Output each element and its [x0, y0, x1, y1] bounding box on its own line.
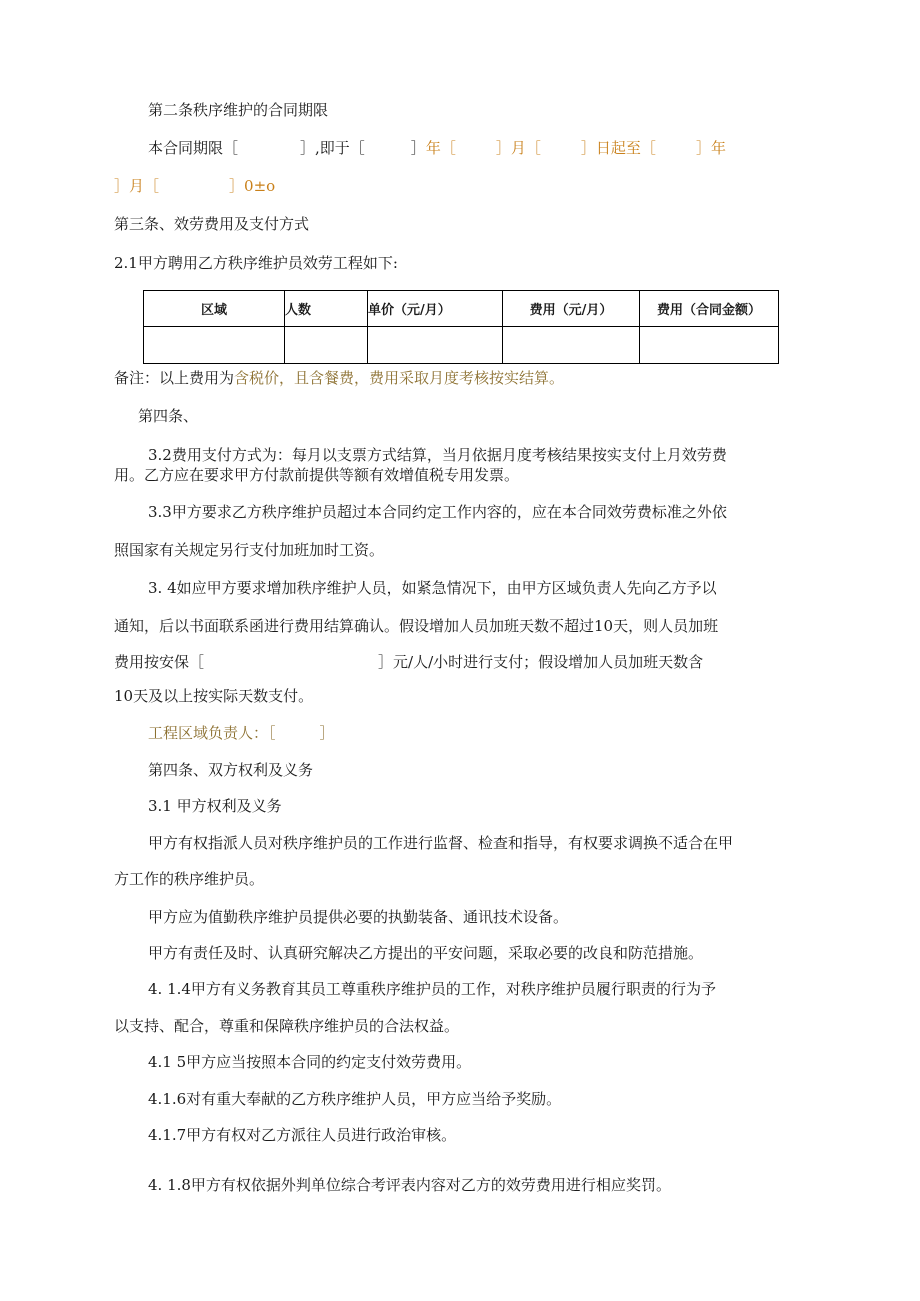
project-contact: 工程区域负责人：［ ］: [148, 724, 335, 742]
fee-note: 备注：以上费用为含税价，且含餐费，费用采取月度考核按实结算。: [114, 369, 565, 387]
clause-4-1-7: 4.1.7甲方有权对乙方派往人员进行政治审核。: [148, 1126, 457, 1144]
clause-3-4-line1: 3. 4如应甲方要求增加秩序维护人员，如紧急情况下，由甲方区域负责人先向乙方予以: [148, 579, 717, 597]
article3-intro: 2.1甲方聘用乙方秩序维护员效劳工程如下:: [114, 254, 398, 272]
term-since: ］,即于［: [300, 139, 365, 157]
article2-title: 第二条秩序维护的合同期限: [148, 101, 329, 119]
header-region: 区域: [144, 291, 285, 327]
clause-4-1-4-line2: 以支持、配合，尊重和保障秩序维护员的合法权益。: [114, 1017, 460, 1035]
month-label-2: 月: [129, 177, 145, 195]
clause-3-3-line1: 3.3甲方要求乙方秩序维护员超过本合同约定工作内容的，应在本合同效劳费标准之外依: [148, 503, 727, 521]
clause-3-1: 3.1 甲方权利及义务: [148, 797, 282, 815]
table-cell: [640, 327, 779, 364]
table-row: [144, 327, 779, 364]
party-a-equipment: 甲方应为值勤秩序维护员提供必要的执勤装备、通讯技术设备。: [148, 908, 569, 926]
fee-note-highlight: 含税价，且含餐费，费用采取月度考核按实结算。: [234, 369, 565, 387]
day-to-label: 日起至: [595, 139, 641, 157]
article4-rights-title: 第四条、双方权利及义务: [148, 761, 314, 779]
party-a-rights-line2: 方工作的秩序维护员。: [114, 870, 265, 888]
clause-3-4-line3: 费用按安保［ ］元/人/小时进行支付；假设增加人员加班天数含: [114, 653, 704, 671]
table-cell: [144, 327, 285, 364]
table-cell: [285, 327, 368, 364]
contract-term-line1: 本合同期限［ ］,即于［ ］年［ ］月［ ］日起至［ ］年: [148, 139, 726, 157]
project-contact-label: 工程区域负责人：［: [148, 724, 276, 742]
party-a-security: 甲方有责任及时、认真研究解决乙方提出的平安问题，采取必要的改良和防范措施。: [148, 944, 704, 962]
contract-term-line2: ］月［ ］0±o: [114, 177, 276, 195]
term-label: 本合同期限［: [148, 139, 239, 157]
clause-3-4-line2: 通知，后以书面联系函进行费用结算确认。假设增加人员加班天数不超过10天，则人员加班: [114, 617, 719, 635]
clause-3-3-line2: 照国家有关规定另行支付加班加时工资。: [114, 541, 385, 559]
party-a-rights-line1: 甲方有权指派人员对秩序维护员的工作进行监督、检查和指导，有权要求调换不适合在甲: [148, 834, 734, 852]
table-cell: [368, 327, 503, 364]
table-cell: [503, 327, 640, 364]
fee-table-header-row: [144, 291, 779, 327]
clause-4-1-4-line1: 4. 1.4甲方有义务教育其员工尊重秩序维护员的工作，对秩序维护员履行职责的行为予: [148, 980, 716, 998]
header-contract-amount: 费用（合同金额）: [640, 291, 779, 327]
clause-4-1-8: 4. 1.8甲方有权依据外判单位综合考评表内容对乙方的效劳费用进行相应奖罚。: [148, 1176, 671, 1194]
article3-title: 第三条、效劳费用及支付方式: [114, 215, 310, 233]
year-label-2: 年: [710, 139, 726, 157]
clause-3-2-line2: 用。乙方应在要求甲方付款前提供等额有效增值税专用发票。: [114, 466, 520, 484]
clause-3-2-line1: 3.2费用支付方式为：每月以支票方式结算，当月依据月度考核结果按实支付上月效劳费: [148, 446, 727, 464]
fee-table: [143, 290, 779, 364]
clause-4-1-6: 4.1.6对有重大奉献的乙方秩序维护人员，甲方应当给予奖励。: [148, 1090, 562, 1108]
header-unit-price: 单价（元/月）: [368, 291, 503, 327]
header-headcount: 人数: [285, 291, 368, 327]
header-monthly-fee: 费用（元/月）: [503, 291, 640, 327]
article4-title: 第四条、: [138, 407, 199, 425]
month-label-1: 月: [510, 139, 526, 157]
clause-4-1-5: 4.1 5甲方应当按照本合同的约定支付效劳费用。: [148, 1053, 472, 1071]
year-label-1: 年: [425, 139, 441, 157]
clause-3-4-line4: 10天及以上按实际天数支付。: [114, 687, 314, 705]
